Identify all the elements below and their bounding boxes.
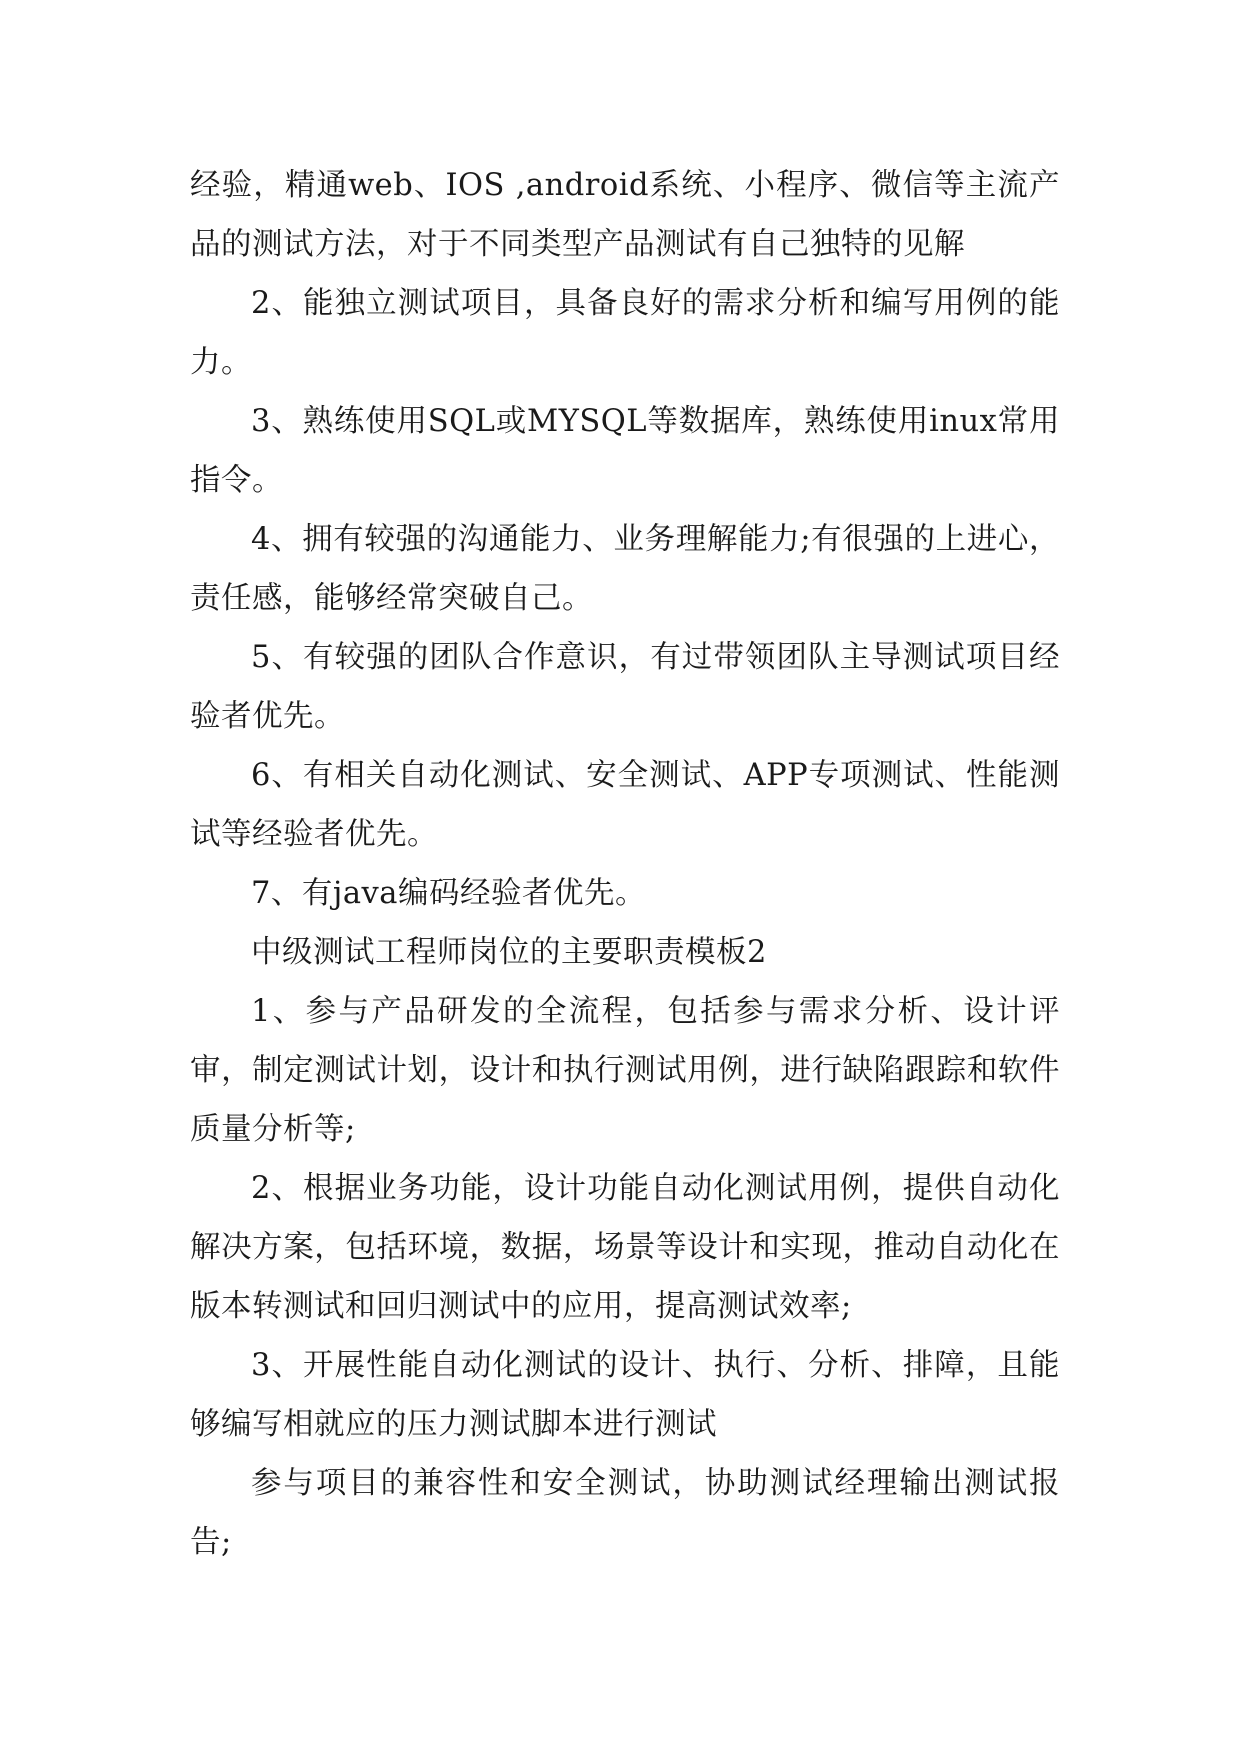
paragraph-11: 3、开展性能自动化测试的设计、执行、分析、排障，且能够编写相就应的压力测试脚本进行测试 (190, 1348, 1060, 1442)
paragraph-10: 2、根据业务功能，设计功能自动化测试用例，提供自动化解决方案，包括环境，数据，场景等设计和实现，推动自动化在版本转测试和回归测试中的应用，提高测试效率; (190, 1171, 1060, 1324)
section-heading: 中级测试工程师岗位的主要职责模板2 (251, 935, 767, 970)
paragraph-2: 2、能独立测试项目，具备良好的需求分析和编写用例的能力。 (190, 286, 1060, 380)
paragraph-3: 3、熟练使用SQL或MYSQL等数据库，熟练使用inux常用指令。 (190, 404, 1060, 498)
document-body (190, 156, 1060, 1572)
paragraph-4: 4、拥有较强的沟通能力、业务理解能力;有很强的上进心，责任感，能够经常突破自己。 (190, 522, 1060, 616)
paragraph-12: 参与项目的兼容性和安全测试，协助测试经理输出测试报告; (190, 1466, 1060, 1560)
paragraph-7: 7、有java编码经验者优先。 (251, 876, 646, 911)
paragraph-9: 1、参与产品研发的全流程，包括参与需求分析、设计评审，制定测试计划，设计和执行测试用例，进行缺陷跟踪和软件质量分析等; (190, 994, 1060, 1147)
paragraph-6: 6、有相关自动化测试、安全测试、APP专项测试、性能测试等经验者优先。 (190, 758, 1060, 852)
paragraph-5: 5、有较强的团队合作意识，有过带领团队主导测试项目经验者优先。 (190, 640, 1060, 734)
paragraph-1: 经验，精通web、IOS ,android系统、小程序、微信等主流产品的测试方法，对于不同类型产品测试有自己独特的见解 (190, 168, 1060, 262)
